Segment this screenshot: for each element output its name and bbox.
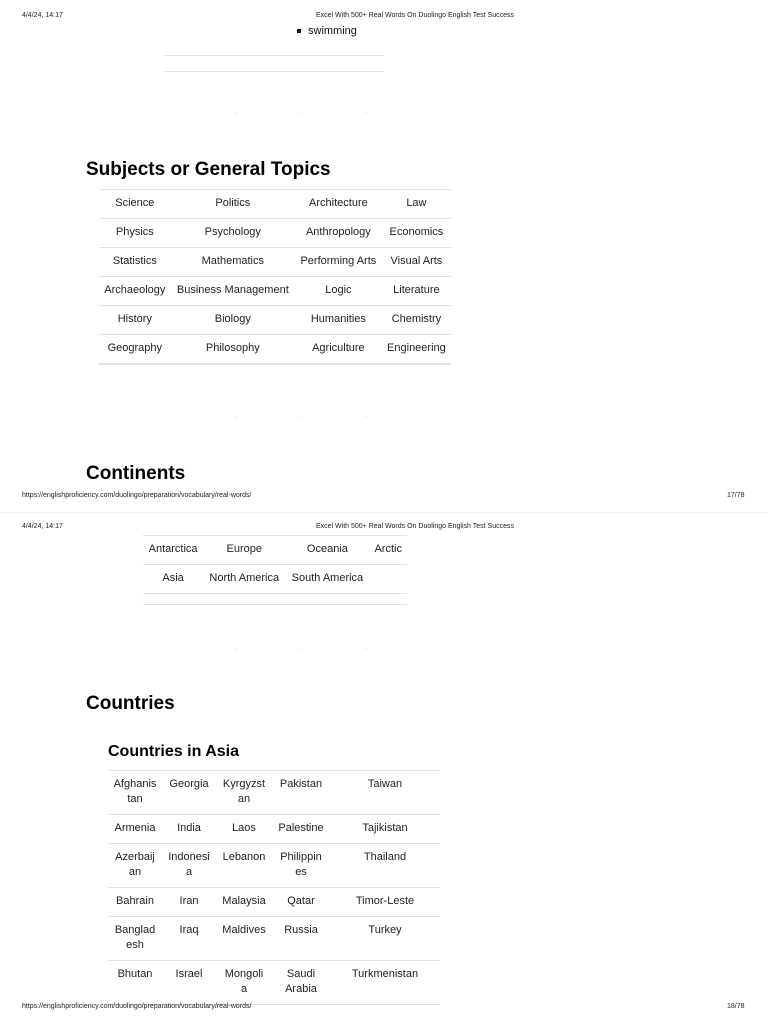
table-cell: Armenia <box>108 815 162 844</box>
table-row-divider <box>99 364 451 365</box>
subsection-heading-asia: Countries in Asia <box>108 743 239 760</box>
table-row <box>99 306 451 335</box>
page-footer-url: https://englishproficiency.com/duolingo/preparation/vocabulary/real-words/ <box>22 492 252 499</box>
table-row <box>108 844 440 888</box>
table-cell: India <box>162 815 216 844</box>
table-cell: History <box>99 306 171 335</box>
table-cell: Qatar <box>272 888 330 917</box>
table-cell: Turkmenistan <box>330 961 440 1005</box>
table-cell: North America <box>203 565 285 594</box>
asia-countries-table <box>108 770 440 1005</box>
page-footer-url: https://englishproficiency.com/duolingo/preparation/vocabulary/real-words/ <box>22 1003 252 1010</box>
table-cell: Philippin es <box>272 844 330 888</box>
table-cell: Iraq <box>162 917 216 961</box>
table-cell: Archaeology <box>99 277 171 306</box>
table-row <box>108 917 440 961</box>
table-cell <box>369 565 407 594</box>
table-cell: Law <box>382 190 451 219</box>
table-cell: Iran <box>162 888 216 917</box>
table-cell: Arctic <box>369 536 407 565</box>
table-cell: Russia <box>272 917 330 961</box>
table-row-divider <box>143 604 407 605</box>
table-cell: Chemistry <box>382 306 451 335</box>
table-cell: Oceania <box>285 536 369 565</box>
table-row <box>99 277 451 306</box>
table-row <box>143 536 407 565</box>
table-cell: Asia <box>143 565 203 594</box>
section-heading-continents: Continents <box>86 463 186 484</box>
table-cell: South America <box>285 565 369 594</box>
table-cell: Europe <box>203 536 285 565</box>
table-cell: Mathematics <box>171 248 295 277</box>
table-row <box>99 335 451 364</box>
page-header-datetime: 4/4/24, 14:17 <box>22 523 63 530</box>
table-cell: Thailand <box>330 844 440 888</box>
continents-table <box>143 535 407 594</box>
table-cell: Lebanon <box>216 844 272 888</box>
table-cell: Saudi Arabia <box>272 961 330 1005</box>
table-cell: Performing Arts <box>295 248 382 277</box>
table-cell: Psychology <box>171 219 295 248</box>
table-row-divider <box>165 71 384 72</box>
page-break <box>0 512 768 513</box>
page-header-title: Excel With 500+ Real Words On Duolingo English Test Success <box>316 12 514 19</box>
table-row <box>108 771 440 815</box>
table-cell: Banglad esh <box>108 917 162 961</box>
table-cell: Bahrain <box>108 888 162 917</box>
table-cell: Politics <box>171 190 295 219</box>
table-cell: Humanities <box>295 306 382 335</box>
subjects-table <box>99 189 451 364</box>
table-cell: Geography <box>99 335 171 364</box>
table-cell: Maldives <box>216 917 272 961</box>
table-cell: Logic <box>295 277 382 306</box>
table-cell: Architecture <box>295 190 382 219</box>
table-row <box>99 190 451 219</box>
table-cell: Kyrgyzst an <box>216 771 272 815</box>
table-cell: Agriculture <box>295 335 382 364</box>
page-header-datetime: 4/4/24, 14:17 <box>22 12 63 19</box>
table-row <box>99 219 451 248</box>
table-cell: Bhutan <box>108 961 162 1005</box>
table-cell: Palestine <box>272 815 330 844</box>
table-cell: Laos <box>216 815 272 844</box>
carryover-list <box>296 25 357 37</box>
table-cell: Tajikistan <box>330 815 440 844</box>
page-header-title: Excel With 500+ Real Words On Duolingo English Test Success <box>316 523 514 530</box>
table-cell: Anthropology <box>295 219 382 248</box>
page-footer-number: 17/78 <box>727 492 745 499</box>
page-footer-number: 18/78 <box>727 1003 745 1010</box>
table-row <box>108 888 440 917</box>
table-row <box>108 961 440 1005</box>
table-cell: Philosophy <box>171 335 295 364</box>
table-cell: Economics <box>382 219 451 248</box>
table-cell: Literature <box>382 277 451 306</box>
table-cell: Visual Arts <box>382 248 451 277</box>
table-cell: Science <box>99 190 171 219</box>
table-cell: Mongoli a <box>216 961 272 1005</box>
table-cell: Biology <box>171 306 295 335</box>
table-cell: Malaysia <box>216 888 272 917</box>
table-cell: Statistics <box>99 248 171 277</box>
table-cell: Timor-Leste <box>330 888 440 917</box>
table-row <box>99 248 451 277</box>
section-heading-subjects: Subjects or General Topics <box>86 159 331 180</box>
table-cell: Afghanis tan <box>108 771 162 815</box>
table-cell: Azerbaij an <box>108 844 162 888</box>
table-cell: Indonesi a <box>162 844 216 888</box>
table-cell: Pakistan <box>272 771 330 815</box>
table-row-divider <box>165 55 384 56</box>
section-heading-countries: Countries <box>86 693 175 714</box>
table-cell: Georgia <box>162 771 216 815</box>
table-row <box>108 815 440 844</box>
table-cell: Business Management <box>171 277 295 306</box>
list-item: swimming <box>296 25 357 37</box>
decorative-dots: · · · <box>235 412 398 421</box>
decorative-dots: · · · <box>235 644 398 653</box>
table-cell: Israel <box>162 961 216 1005</box>
table-cell: Engineering <box>382 335 451 364</box>
decorative-dots: · · · <box>235 108 398 117</box>
table-cell: Physics <box>99 219 171 248</box>
table-row <box>143 565 407 594</box>
table-cell: Antarctica <box>143 536 203 565</box>
table-cell: Turkey <box>330 917 440 961</box>
table-cell: Taiwan <box>330 771 440 815</box>
